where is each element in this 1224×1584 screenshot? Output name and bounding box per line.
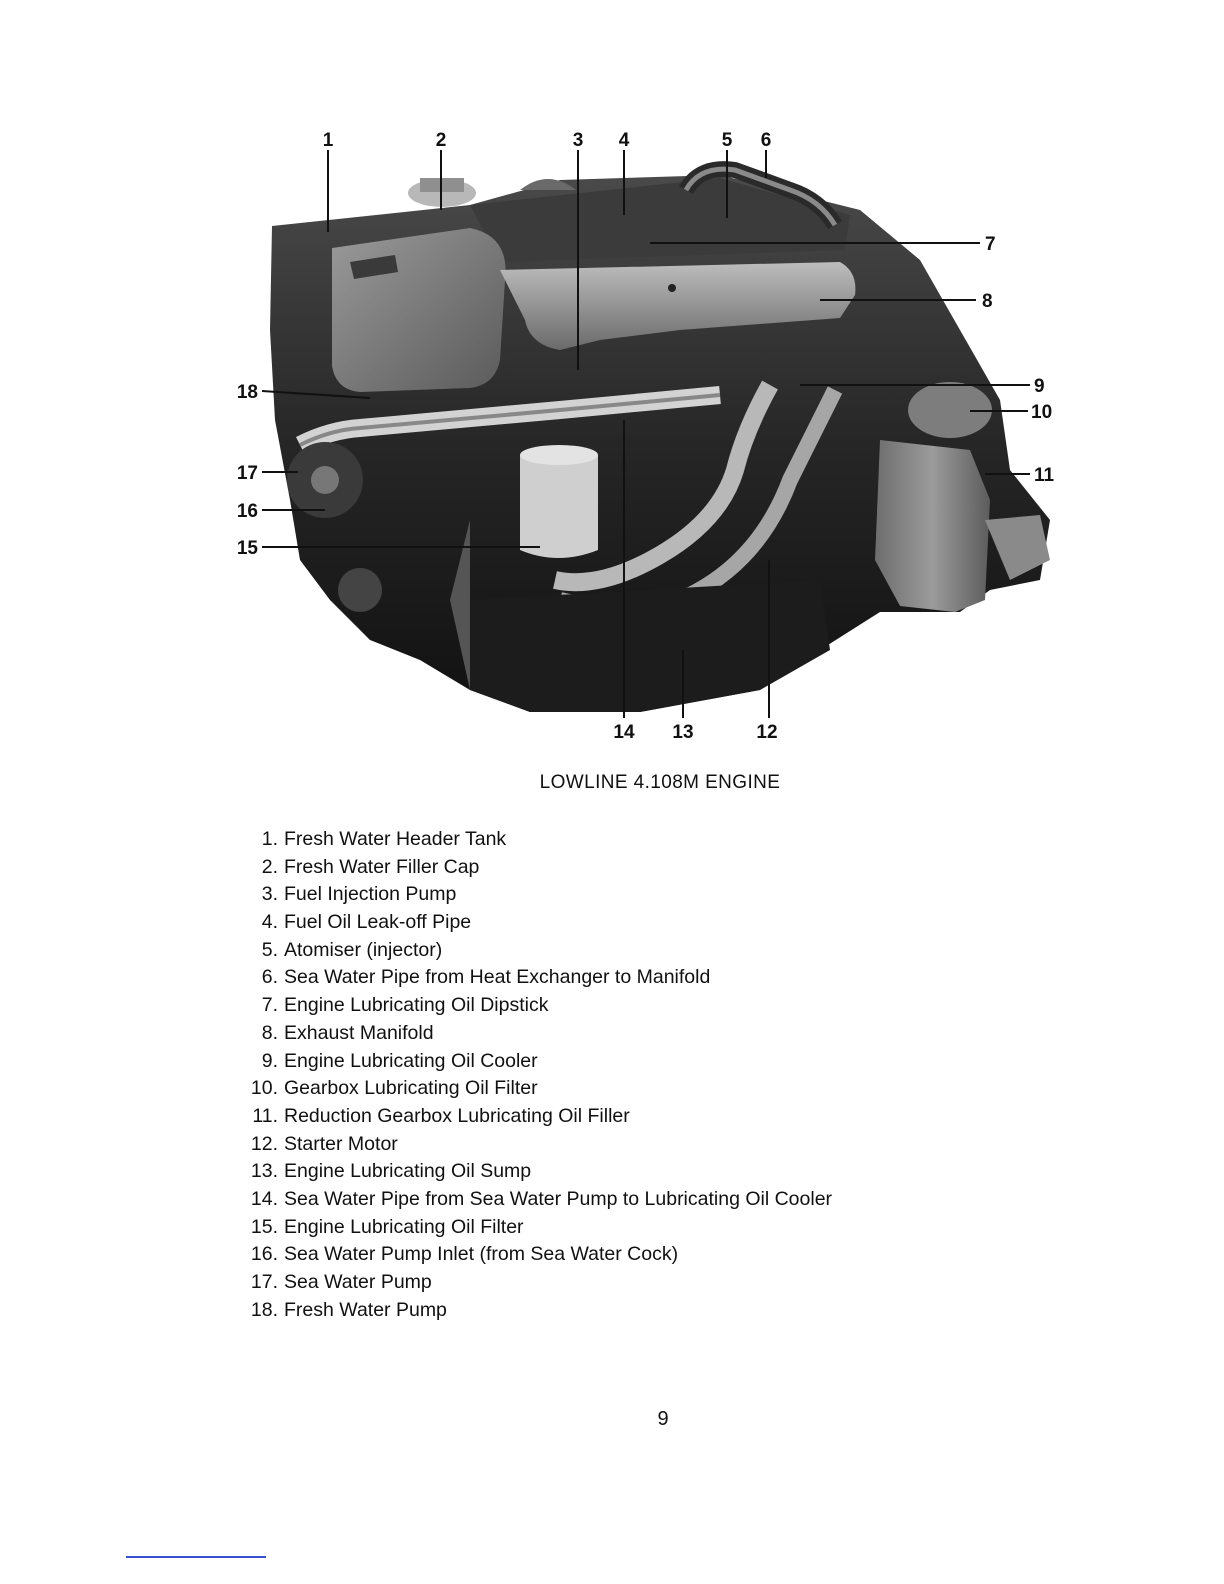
callout-11: 11 bbox=[1034, 465, 1055, 486]
callout-12: 12 bbox=[756, 722, 778, 743]
item-number: 14. bbox=[250, 1187, 278, 1210]
item-number: 16. bbox=[250, 1243, 278, 1266]
callout-8: 8 bbox=[982, 291, 993, 312]
list-item bbox=[228, 1158, 832, 1186]
item-label: Engine Lubricating Oil Filter bbox=[284, 1215, 524, 1238]
item-number: 13. bbox=[250, 1160, 278, 1183]
item-label: Sea Water Pipe from Sea Water Pump to Lubricating Oil Cooler bbox=[284, 1187, 833, 1210]
callout-6: 6 bbox=[760, 130, 772, 151]
list-item bbox=[228, 909, 832, 937]
item-number: 4. bbox=[261, 911, 278, 934]
item-number: 5. bbox=[261, 938, 278, 961]
item-label: Fresh Water Header Tank bbox=[284, 828, 507, 850]
item-number: 1. bbox=[261, 828, 278, 850]
list-item bbox=[228, 1186, 832, 1214]
item-label: Engine Lubricating Oil Cooler bbox=[284, 1049, 538, 1072]
list-item bbox=[228, 1269, 832, 1297]
item-number: 7. bbox=[261, 994, 278, 1017]
engine-photo bbox=[270, 169, 1053, 712]
callout-13: 13 bbox=[672, 722, 694, 743]
callout-10: 10 bbox=[1031, 402, 1053, 423]
item-label: Atomiser (injector) bbox=[284, 938, 443, 961]
item-label: Engine Lubricating Oil Dipstick bbox=[284, 994, 549, 1017]
callout-4: 4 bbox=[618, 130, 630, 151]
item-label: Sea Water Pump Inlet (from Sea Water Cock) bbox=[284, 1243, 679, 1266]
list-item bbox=[228, 1020, 832, 1048]
callout-2: 2 bbox=[435, 130, 447, 151]
item-label: Fuel Injection Pump bbox=[284, 883, 457, 906]
item-label: Starter Motor bbox=[284, 1132, 398, 1155]
footer-rule bbox=[126, 1556, 266, 1558]
item-number: 9. bbox=[261, 1049, 278, 1072]
list-item bbox=[228, 937, 832, 965]
list-item bbox=[228, 1048, 832, 1076]
callout-5: 5 bbox=[721, 130, 733, 151]
callout-17: 17 bbox=[236, 463, 258, 484]
list-item bbox=[228, 1075, 832, 1103]
callout-7: 7 bbox=[985, 234, 996, 255]
item-number: 10. bbox=[250, 1077, 278, 1100]
item-number: 18. bbox=[250, 1298, 278, 1321]
callout-1: 1 bbox=[322, 130, 334, 151]
callout-15: 15 bbox=[236, 538, 258, 559]
list-item bbox=[228, 826, 832, 854]
item-number: 11. bbox=[252, 1104, 278, 1127]
item-label: Reduction Gearbox Lubricating Oil Filler bbox=[284, 1104, 630, 1127]
item-label: Fuel Oil Leak-off Pipe bbox=[284, 911, 472, 934]
list-item bbox=[228, 854, 832, 882]
item-label: Engine Lubricating Oil Sump bbox=[284, 1160, 532, 1183]
list-item bbox=[228, 1297, 832, 1325]
item-number: 8. bbox=[261, 1021, 278, 1044]
list-item bbox=[228, 964, 832, 992]
callout-16: 16 bbox=[236, 501, 258, 522]
item-number: 6. bbox=[261, 966, 278, 989]
callout-18: 18 bbox=[236, 382, 258, 403]
item-number: 17. bbox=[250, 1271, 278, 1293]
item-label: Sea Water Pipe from Heat Exchanger to Manifold bbox=[284, 966, 711, 989]
item-number: 15. bbox=[250, 1215, 278, 1238]
list-item bbox=[228, 1214, 832, 1242]
list-item bbox=[228, 1103, 832, 1131]
item-number: 12. bbox=[250, 1132, 278, 1155]
callout-14: 14 bbox=[613, 722, 635, 743]
item-number: 3. bbox=[261, 883, 278, 906]
figure-caption: LOWLINE 4.108M ENGINE bbox=[539, 772, 781, 793]
list-item bbox=[228, 1131, 832, 1159]
callout-9: 9 bbox=[1034, 376, 1045, 397]
item-label: Sea Water Pump bbox=[284, 1271, 432, 1293]
item-label: Fresh Water Filler Cap bbox=[284, 855, 480, 878]
engine-figure bbox=[0, 0, 1224, 760]
list-item bbox=[228, 1241, 832, 1269]
list-item bbox=[228, 992, 832, 1020]
callout-3: 3 bbox=[572, 130, 584, 151]
page-number: 9 bbox=[657, 1408, 669, 1430]
item-number: 2. bbox=[261, 855, 278, 878]
item-label: Gearbox Lubricating Oil Filter bbox=[284, 1077, 538, 1100]
parts-list bbox=[228, 826, 832, 1324]
item-label: Exhaust Manifold bbox=[284, 1021, 434, 1044]
item-label: Fresh Water Pump bbox=[284, 1298, 447, 1321]
list-item bbox=[228, 881, 832, 909]
